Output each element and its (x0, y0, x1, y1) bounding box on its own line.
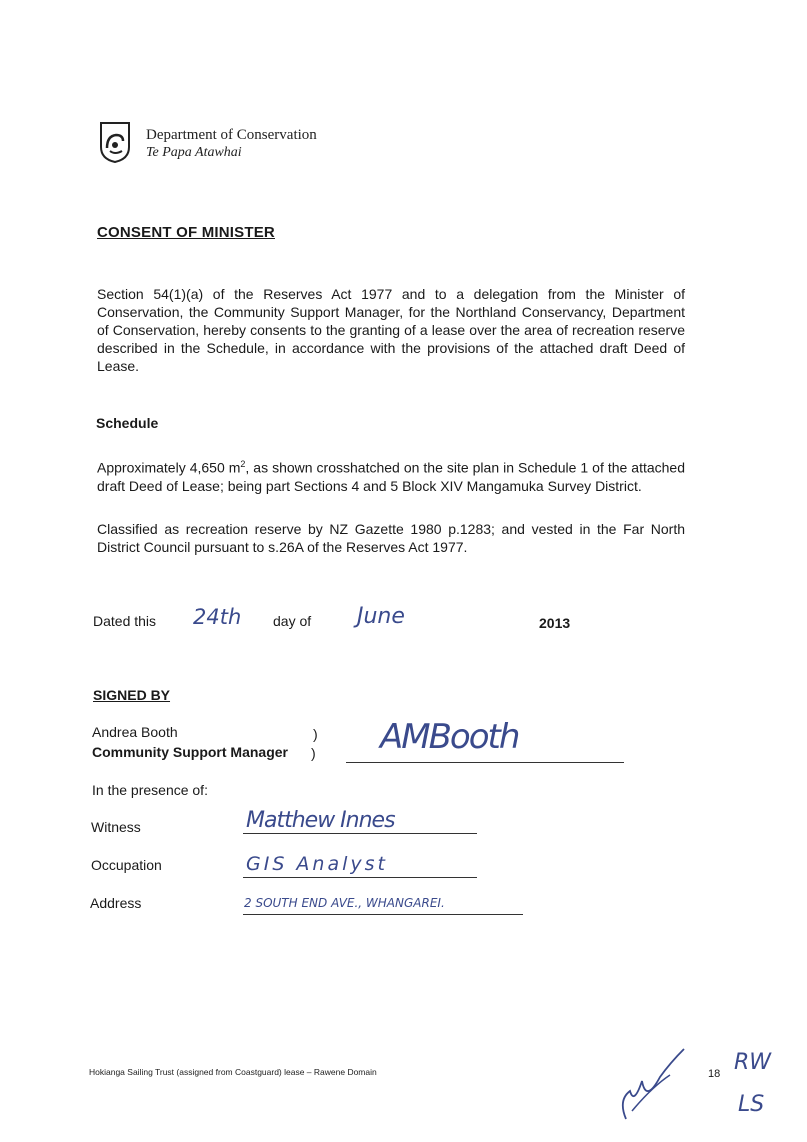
address-line (243, 914, 523, 915)
schedule-area-paragraph (97, 455, 685, 495)
signer-signature: AMBooth (380, 717, 519, 757)
signer-name: Andrea Booth (92, 724, 178, 740)
witness-signature: Matthew Innes (246, 808, 395, 833)
dated-day-handwritten: 24th (193, 605, 242, 629)
dated-label: Dated this (93, 613, 157, 629)
occupation-line (243, 877, 477, 878)
page-title: CONSENT OF MINISTER (97, 224, 275, 241)
area-superscript: 2 (240, 459, 246, 469)
address-label: Address (90, 895, 142, 911)
bracket-1: ) (313, 726, 318, 742)
witness-line (243, 833, 477, 834)
occupation-label: Occupation (91, 857, 162, 873)
footer-initials-mark-icon (612, 1045, 692, 1125)
area-rest: , as shown crosshatched on the site plan in Schedule 1 of the attached draft Deed of Lease; being part Sections 4 and 5 Block XIV Mangamuka Survey District. (97, 459, 685, 494)
witness-label: Witness (91, 819, 141, 835)
footer-text: Hokianga Sailing Trust (assigned from Coastguard) lease – Rawene Domain (89, 1067, 377, 1077)
consent-paragraph: Section 54(1)(a) of the Reserves Act 1977 and to a delegation from the Minister of Conservation, the Community Support Manager, for the Northland Conservancy, Department of Conservation, hereby consents to the granting of a lease over the area of recreation reserve described in the Schedule, in accordance with the provisions of the attached draft Deed of Lease. (97, 286, 685, 374)
presence-label: In the presence of: (92, 782, 208, 798)
occupation-value: GIS Analyst (246, 853, 388, 875)
schedule-classification: Classified as recreation reserve by NZ Gazette 1980 p.1283; and vested in the Far North District Council pursuant to s.26A of the Reserves Act 1977. (97, 521, 685, 555)
org-name: Department of Conservation (146, 127, 317, 143)
bracket-2: ) (311, 745, 316, 761)
day-of-label: day of (273, 613, 312, 629)
schedule-heading: Schedule (96, 415, 159, 431)
signer-role: Community Support Manager (92, 744, 289, 760)
area-prefix: Approximately 4,650 m (97, 459, 241, 476)
address-value: 2 SOUTH END AVE., WHANGAREI. (244, 896, 445, 910)
org-name-maori: Te Papa Atawhai (146, 145, 242, 160)
dated-month-handwritten: June (357, 604, 405, 629)
footer-initials-1: RW (734, 1050, 772, 1075)
doc-logo-icon (98, 121, 132, 163)
signature-line (346, 762, 624, 763)
page-number: 18 (708, 1068, 721, 1080)
signed-by-heading: SIGNED BY (93, 687, 171, 703)
dated-year: 2013 (539, 615, 571, 631)
footer-initials-2: LS (738, 1092, 765, 1117)
